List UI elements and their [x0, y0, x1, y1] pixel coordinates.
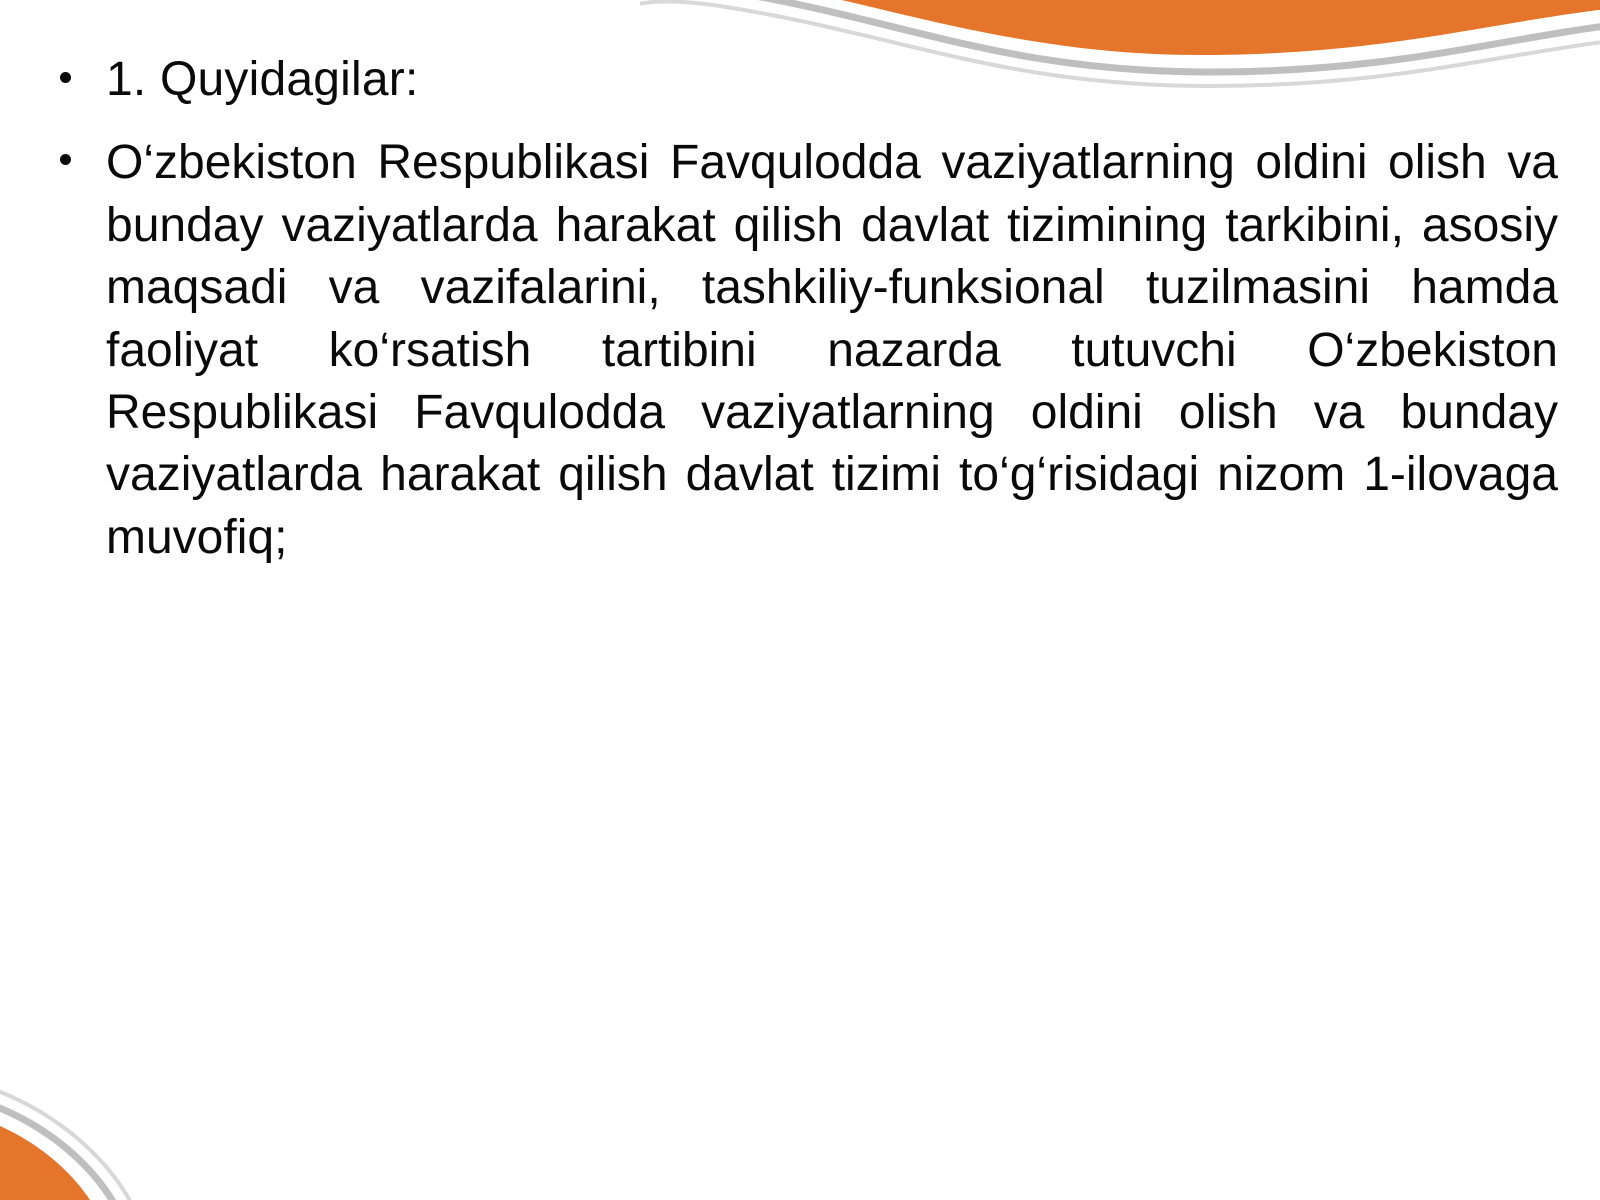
bullet-text-1: 1. Quyidagilar: [106, 53, 419, 106]
bullet-dot-icon [60, 72, 71, 83]
list-item [38, 132, 1558, 569]
bullet-dot-icon [60, 154, 71, 165]
list-item [38, 50, 1558, 110]
bullet-text-2: O‘zbekiston Respublikasi Favqulodda vaziyatlarning oldini olish va bunday vaziyatlarda harakat qilish davlat tizimining tarkibini, asosiy maqsadi va vazifalarini, tashkiliy-funksional tuzilmasini hamda faoliyat ko‘rsatish tartibini nazarda tutuvchi O‘zbekiston Respublikasi Favqulodda vaziyatlarning oldini olish va bunday vaziyatlarda harakat qilish davlat tizimi to‘g‘risidagi nizom 1-ilovaga muvofiq; [106, 136, 1558, 564]
orange-blob-bottom-left-icon [0, 1050, 260, 1200]
slide-body [38, 50, 1558, 587]
bullet-list [38, 50, 1558, 569]
